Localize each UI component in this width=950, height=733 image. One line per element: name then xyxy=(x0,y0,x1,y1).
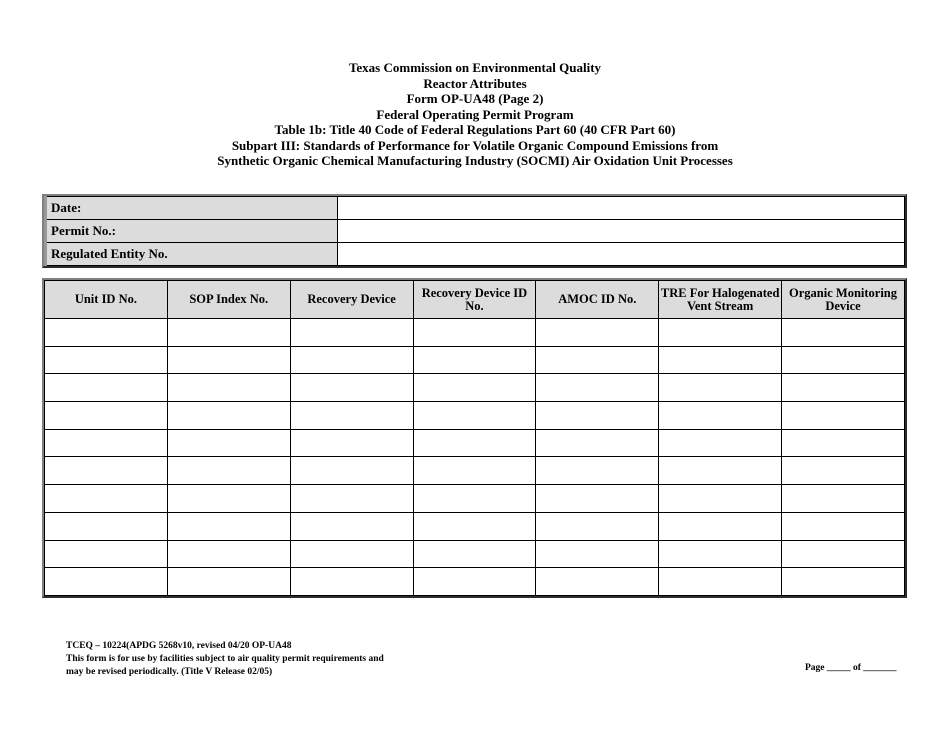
info-row xyxy=(46,197,905,220)
table-cell[interactable] xyxy=(659,568,782,596)
table-cell[interactable] xyxy=(167,429,290,457)
table-row xyxy=(45,429,905,457)
table-row xyxy=(45,512,905,540)
table-cell[interactable] xyxy=(659,319,782,347)
info-row xyxy=(46,243,905,266)
table-cell[interactable] xyxy=(290,485,413,513)
table-title xyxy=(0,122,950,169)
info-table xyxy=(42,194,907,268)
form-code: TCEQ – 10224(APDG 5268v10, revised 04/20 OP-UA48 xyxy=(66,641,292,651)
table-cell[interactable] xyxy=(536,457,659,485)
table-cell[interactable] xyxy=(413,346,536,374)
table-row xyxy=(45,374,905,402)
reactor-table xyxy=(42,278,907,598)
table-cell[interactable] xyxy=(782,540,905,568)
table-cell[interactable] xyxy=(413,485,536,513)
table-cell[interactable] xyxy=(45,429,168,457)
info-label: Permit No.: xyxy=(46,220,338,243)
column-header: AMOC ID No. xyxy=(536,281,659,319)
table-row xyxy=(45,485,905,513)
form-title: Reactor Attributes xyxy=(423,75,527,91)
table-cell[interactable] xyxy=(536,512,659,540)
table-cell[interactable] xyxy=(659,402,782,430)
table-cell[interactable] xyxy=(45,485,168,513)
table-cell[interactable] xyxy=(659,512,782,540)
table-cell[interactable] xyxy=(167,346,290,374)
table-cell[interactable] xyxy=(659,457,782,485)
table-cell[interactable] xyxy=(290,374,413,402)
program-name: Federal Operating Permit Program xyxy=(376,106,574,122)
table-cell[interactable] xyxy=(536,568,659,596)
table-cell[interactable] xyxy=(413,402,536,430)
table-cell[interactable] xyxy=(536,402,659,430)
table-cell[interactable] xyxy=(413,429,536,457)
table-cell[interactable] xyxy=(167,512,290,540)
table-cell[interactable] xyxy=(167,485,290,513)
table-cell[interactable] xyxy=(536,485,659,513)
table-cell[interactable] xyxy=(290,319,413,347)
table-cell[interactable] xyxy=(167,319,290,347)
table-cell[interactable] xyxy=(782,568,905,596)
column-header: Recovery Device ID No. xyxy=(413,281,536,319)
info-label: Regulated Entity No. xyxy=(46,243,338,266)
table-cell[interactable] xyxy=(167,540,290,568)
table-cell[interactable] xyxy=(413,319,536,347)
table-cell[interactable] xyxy=(413,512,536,540)
table-cell[interactable] xyxy=(782,429,905,457)
column-header: Unit ID No. xyxy=(45,281,168,319)
table-title-line: Subpart III: Standards of Performance for Volatile Organic Compound Emissions from xyxy=(231,137,719,153)
table-row xyxy=(45,402,905,430)
table-cell[interactable] xyxy=(659,485,782,513)
info-value-field[interactable] xyxy=(338,220,905,243)
table-cell[interactable] xyxy=(536,319,659,347)
form-number: Form OP-UA48 (Page 2) xyxy=(406,91,544,106)
table-cell[interactable] xyxy=(659,429,782,457)
table-row xyxy=(45,568,905,596)
table-cell[interactable] xyxy=(45,540,168,568)
table-cell[interactable] xyxy=(167,402,290,430)
table-row xyxy=(45,319,905,347)
column-header: SOP Index No. xyxy=(167,281,290,319)
table-cell[interactable] xyxy=(782,402,905,430)
column-header: Recovery Device xyxy=(290,281,413,319)
info-value-field[interactable] xyxy=(338,243,905,266)
table-cell[interactable] xyxy=(659,346,782,374)
table-cell[interactable] xyxy=(45,346,168,374)
table-cell[interactable] xyxy=(782,457,905,485)
table-cell[interactable] xyxy=(782,346,905,374)
table-cell[interactable] xyxy=(45,319,168,347)
page-number: Page _____ of _______ xyxy=(805,663,897,673)
footer-note: may be revised periodically. (Title V Release 02/05) xyxy=(66,667,273,677)
table-row xyxy=(45,540,905,568)
table-cell[interactable] xyxy=(290,512,413,540)
table-cell[interactable] xyxy=(413,457,536,485)
table-cell[interactable] xyxy=(659,540,782,568)
info-value-field[interactable] xyxy=(338,197,905,220)
table-cell[interactable] xyxy=(536,346,659,374)
table-cell[interactable] xyxy=(45,402,168,430)
column-header: TRE For Halogenated Vent Stream xyxy=(659,281,782,319)
footer xyxy=(66,640,384,679)
table-cell[interactable] xyxy=(782,319,905,347)
table-cell[interactable] xyxy=(536,429,659,457)
footer-note: This form is for use by facilities subject to air quality permit requirements and xyxy=(66,654,384,664)
table-cell[interactable] xyxy=(536,540,659,568)
table-cell[interactable] xyxy=(290,346,413,374)
table-row xyxy=(45,346,905,374)
table-cell[interactable] xyxy=(45,457,168,485)
table-cell[interactable] xyxy=(167,374,290,402)
table-cell[interactable] xyxy=(782,512,905,540)
table-cell[interactable] xyxy=(45,568,168,596)
table-cell[interactable] xyxy=(290,402,413,430)
agency-name: Texas Commission on Environmental Quality xyxy=(348,60,602,75)
table-cell[interactable] xyxy=(782,485,905,513)
table-cell[interactable] xyxy=(413,568,536,596)
table-cell[interactable] xyxy=(413,540,536,568)
table-title-line: Table 1b: Title 40 Code of Federal Regulations Part 60 (40 CFR Part 60) xyxy=(274,122,676,137)
table-cell[interactable] xyxy=(659,374,782,402)
table-cell[interactable] xyxy=(290,568,413,596)
table-cell[interactable] xyxy=(45,374,168,402)
table-cell[interactable] xyxy=(167,568,290,596)
table-cell[interactable] xyxy=(782,374,905,402)
table-cell[interactable] xyxy=(45,512,168,540)
table-cell[interactable] xyxy=(413,374,536,402)
form-header xyxy=(0,60,950,122)
table-cell[interactable] xyxy=(167,457,290,485)
table-title-line: Synthetic Organic Chemical Manufacturing Industry (SOCMI) Air Oxidation Unit Processes xyxy=(217,153,733,168)
info-row xyxy=(46,220,905,243)
table-cell[interactable] xyxy=(536,374,659,402)
table-cell[interactable] xyxy=(290,540,413,568)
table-cell[interactable] xyxy=(290,429,413,457)
table-row xyxy=(45,457,905,485)
info-label: Date: xyxy=(46,197,338,220)
table-cell[interactable] xyxy=(290,457,413,485)
column-header: Organic Monitoring Device xyxy=(782,281,905,319)
